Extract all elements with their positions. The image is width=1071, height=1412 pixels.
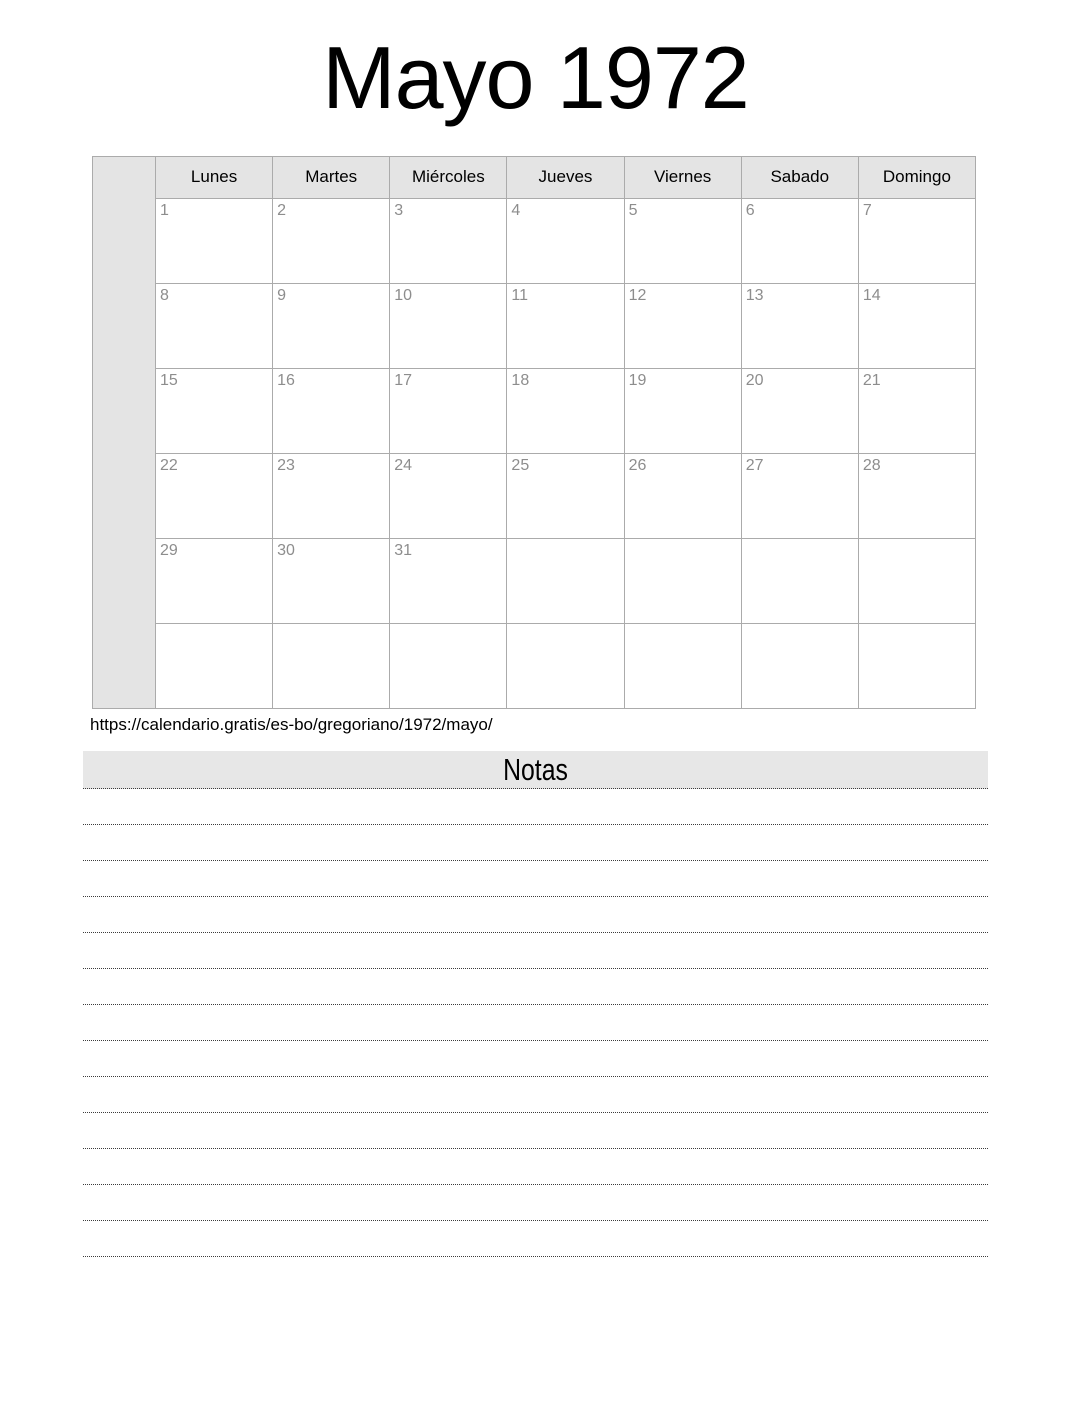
note-line <box>83 1149 988 1185</box>
calendar-week-row <box>93 198 976 283</box>
calendar-week-row <box>93 283 976 368</box>
weekday-header: Martes <box>273 156 390 198</box>
day-cell <box>741 623 858 708</box>
calendar-page <box>0 26 1071 1257</box>
day-cell: 3 <box>390 198 507 283</box>
note-line <box>83 1221 988 1257</box>
day-cell: 29 <box>156 538 273 623</box>
day-cell: 16 <box>273 368 390 453</box>
day-cell: 18 <box>507 368 624 453</box>
note-line <box>83 789 988 825</box>
day-cell <box>507 538 624 623</box>
note-line <box>83 897 988 933</box>
day-cell: 10 <box>390 283 507 368</box>
day-cell: 25 <box>507 453 624 538</box>
calendar-week-row <box>93 623 976 708</box>
day-cell: 13 <box>741 283 858 368</box>
day-cell: 12 <box>624 283 741 368</box>
calendar-week-row <box>93 368 976 453</box>
source-url: https://calendario.gratis/es-bo/gregoriano/1972/mayo/ <box>90 714 493 734</box>
day-cell: 19 <box>624 368 741 453</box>
week-number-column <box>93 156 156 708</box>
day-cell: 6 <box>741 198 858 283</box>
day-cell: 5 <box>624 198 741 283</box>
note-line <box>83 1041 988 1077</box>
note-line <box>83 933 988 969</box>
day-cell: 15 <box>156 368 273 453</box>
day-cell <box>858 623 975 708</box>
day-cell: 1 <box>156 198 273 283</box>
calendar-header-row <box>93 156 976 198</box>
weekday-header: Sabado <box>741 156 858 198</box>
notes-title: Notas <box>503 751 568 787</box>
day-cell: 24 <box>390 453 507 538</box>
note-line <box>83 1113 988 1149</box>
weekday-header: Lunes <box>156 156 273 198</box>
day-cell <box>390 623 507 708</box>
note-line <box>83 825 988 861</box>
day-cell: 27 <box>741 453 858 538</box>
weekday-header: Domingo <box>858 156 975 198</box>
day-cell <box>741 538 858 623</box>
note-line <box>83 1185 988 1221</box>
day-cell: 30 <box>273 538 390 623</box>
notes-lines <box>83 789 988 1257</box>
day-cell <box>624 623 741 708</box>
calendar-week-row <box>93 453 976 538</box>
weekday-header: Viernes <box>624 156 741 198</box>
day-cell: 17 <box>390 368 507 453</box>
day-cell: 11 <box>507 283 624 368</box>
day-cell: 20 <box>741 368 858 453</box>
weekday-header: Miércoles <box>390 156 507 198</box>
day-cell <box>858 538 975 623</box>
day-cell: 7 <box>858 198 975 283</box>
notes-section <box>83 751 988 1257</box>
day-cell: 28 <box>858 453 975 538</box>
note-line <box>83 1077 988 1113</box>
note-line <box>83 1005 988 1041</box>
day-cell: 8 <box>156 283 273 368</box>
day-cell <box>624 538 741 623</box>
calendar-week-row <box>93 538 976 623</box>
day-cell: 2 <box>273 198 390 283</box>
notes-header <box>83 751 988 789</box>
day-cell: 26 <box>624 453 741 538</box>
day-cell: 21 <box>858 368 975 453</box>
day-cell: 9 <box>273 283 390 368</box>
note-line <box>83 861 988 897</box>
calendar-table <box>92 156 976 709</box>
day-cell: 23 <box>273 453 390 538</box>
day-cell: 14 <box>858 283 975 368</box>
day-cell: 4 <box>507 198 624 283</box>
note-line <box>83 969 988 1005</box>
day-cell <box>156 623 273 708</box>
day-cell: 22 <box>156 453 273 538</box>
day-cell <box>507 623 624 708</box>
page-title: Mayo 1972 <box>322 28 749 127</box>
day-cell <box>273 623 390 708</box>
day-cell: 31 <box>390 538 507 623</box>
weekday-header: Jueves <box>507 156 624 198</box>
